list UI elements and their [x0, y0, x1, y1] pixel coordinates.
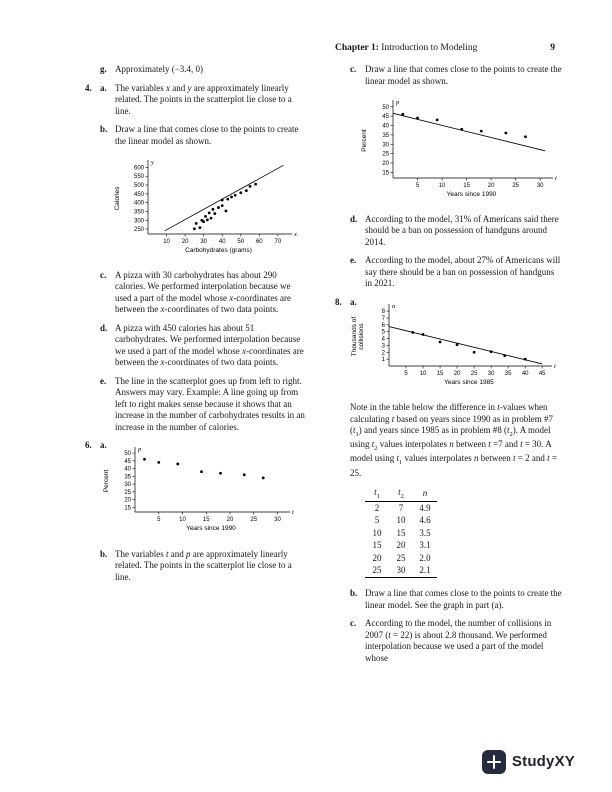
svg-text:7: 7 [381, 315, 385, 322]
svg-text:50: 50 [382, 104, 389, 111]
number-spacer [335, 64, 350, 87]
svg-text:t: t [555, 175, 557, 183]
svg-text:30: 30 [124, 482, 131, 489]
number-spacer [335, 618, 350, 664]
item-8c-label: c. [350, 618, 357, 629]
svg-text:450: 450 [133, 191, 144, 198]
table-cell: 20 [396, 540, 406, 551]
item-8c-text: According to the model, the number of collisions in 2007 (t = 22) is about 2.8 thousand. We performed interpolation because we used a part of the model whose [365, 618, 552, 663]
table-cell: 10 [372, 527, 382, 538]
note-paragraph [335, 402, 563, 479]
calories-scatterplot [112, 154, 305, 262]
svg-text:5: 5 [404, 370, 408, 377]
table-row [365, 565, 437, 578]
item-8b-label: b. [350, 588, 358, 599]
number-spacer [335, 255, 350, 290]
svg-text:30: 30 [274, 517, 281, 524]
svg-text:30: 30 [382, 142, 389, 149]
table-header-cell: n [413, 486, 437, 502]
svg-text:4: 4 [381, 336, 385, 343]
number-spacer [85, 124, 100, 147]
item-4b-text: Draw a line that comes close to the points to create the linear model as shown. [115, 124, 299, 146]
item-6d-text: According to the model, 31% of Americans said there should be a ban on possession of handguns around 2014. [365, 213, 559, 247]
studyxy-logo [482, 750, 575, 774]
svg-text:35: 35 [124, 474, 131, 481]
item-4a-label: a. [100, 82, 107, 93]
problem-8-number: 8. [335, 296, 342, 307]
number-spacer [335, 402, 350, 479]
problem-4a [85, 83, 305, 118]
svg-text:2: 2 [381, 349, 385, 356]
svg-text:Thousands of: Thousands of [351, 316, 358, 356]
svg-text:n: n [392, 302, 396, 310]
svg-text:15: 15 [202, 517, 210, 524]
percent-model-scatterplot [359, 94, 563, 206]
svg-text:10: 10 [179, 517, 186, 524]
table-cell: 10 [396, 515, 406, 526]
svg-text:35: 35 [382, 132, 389, 139]
svg-text:35: 35 [504, 370, 512, 377]
item-8a-body [351, 297, 563, 396]
svg-text:70: 70 [274, 239, 282, 246]
svg-text:500: 500 [133, 183, 144, 190]
svg-text:t: t [292, 509, 294, 517]
table-cell: 2.0 [419, 552, 431, 563]
item-6c-label: c. [350, 64, 357, 74]
problem-6-number: 6. [85, 440, 92, 451]
svg-text:Calories: Calories [114, 186, 121, 211]
svg-text:20: 20 [453, 370, 461, 377]
svg-text:1: 1 [381, 356, 385, 363]
svg-text:10: 10 [419, 370, 427, 377]
svg-text:15: 15 [382, 170, 389, 177]
problem-6e [335, 255, 563, 290]
number-spacer [85, 376, 100, 434]
svg-text:250: 250 [133, 227, 144, 234]
t-values-table [365, 486, 563, 578]
item-4c-text: A pizza with 30 carbohydrates has about 290 calories. We performed interpolation because we used a part of the model whose x-coordinates are between the x-coordinates of two data points. [115, 269, 291, 315]
problem-4b [85, 124, 305, 147]
svg-text:Percent: Percent [103, 470, 110, 493]
svg-text:50: 50 [237, 239, 245, 246]
item-6b-label: b. [100, 548, 108, 559]
svg-text:40: 40 [218, 239, 226, 246]
table-cell: 30 [389, 565, 413, 578]
table-cell: 25 [365, 565, 389, 578]
item-g-text: Approximately (−3.4, 0) [115, 64, 204, 74]
left-column [85, 64, 305, 671]
svg-text:p: p [396, 99, 400, 107]
table-cell: 5 [374, 515, 380, 526]
svg-text:40: 40 [521, 370, 529, 377]
table-cell: 3.1 [419, 540, 431, 551]
item-8a-label: a. [350, 296, 357, 307]
problem-4c [85, 270, 305, 316]
chapter-label: Chapter 1: [335, 43, 379, 53]
svg-text:300: 300 [133, 218, 144, 225]
logo-text: StudyXY [511, 753, 575, 771]
table-cell: 7 [398, 502, 404, 513]
item-6e-label: e. [350, 255, 357, 266]
number-spacer [335, 214, 350, 249]
svg-text:15: 15 [124, 505, 131, 512]
table-cell: 15 [396, 527, 406, 538]
svg-text:3: 3 [381, 343, 385, 350]
svg-text:400: 400 [133, 200, 144, 207]
svg-text:y: y [151, 159, 154, 167]
svg-text:40: 40 [124, 466, 131, 473]
svg-text:30: 30 [536, 183, 544, 190]
svg-text:45: 45 [382, 114, 389, 121]
svg-text:5: 5 [381, 329, 385, 336]
item-6b-text: The variables t and p are approximately linearly related. The points in the scatterplot lie close to a line. [115, 548, 292, 582]
plus-vertical-bar [493, 755, 496, 769]
svg-text:p: p [138, 446, 142, 454]
problem-6a [85, 440, 305, 542]
item-8b-text: Draw a line that comes close to the points to create the linear model. See the graph in part (a). [365, 588, 562, 610]
item-6a-label: a. [100, 440, 107, 451]
item-g [85, 64, 305, 76]
item-4e-label: e. [100, 375, 107, 386]
svg-text:Years since 1990: Years since 1990 [446, 191, 497, 199]
svg-text:5: 5 [157, 517, 161, 524]
svg-text:10: 10 [163, 239, 170, 246]
right-column [335, 64, 563, 671]
table-row [365, 515, 437, 528]
svg-text:25: 25 [512, 183, 519, 190]
table-cell: 2 [374, 502, 380, 513]
item-4d-label: d. [100, 322, 108, 333]
svg-text:20: 20 [226, 517, 234, 524]
svg-text:x: x [294, 231, 297, 239]
collisions-scatterplot [349, 298, 563, 394]
svg-text:5: 5 [415, 183, 420, 190]
svg-text:10: 10 [438, 183, 446, 190]
table-row [365, 540, 437, 553]
svg-text:350: 350 [133, 209, 144, 216]
svg-text:45: 45 [538, 370, 546, 377]
svg-text:t: t [554, 362, 556, 370]
table-row [365, 502, 437, 515]
svg-text:30: 30 [200, 239, 208, 246]
table-cell: 4.6 [419, 515, 431, 526]
svg-text:40: 40 [382, 123, 389, 130]
problem-4e [85, 376, 305, 434]
item-4a-text: The variables x and y are approximately linearly related. The points in the scatterplot lie close to a line. [115, 82, 292, 116]
table-cell: 2.1 [413, 565, 437, 578]
percent-scatterplot [101, 441, 305, 540]
svg-text:15: 15 [463, 183, 470, 190]
svg-text:20: 20 [487, 183, 495, 190]
svg-text:30: 30 [487, 370, 495, 377]
item-6a-body [103, 440, 305, 542]
svg-text:20: 20 [124, 497, 131, 504]
svg-text:50: 50 [124, 451, 131, 458]
page-content [85, 64, 563, 671]
table-cell: 4.9 [419, 502, 431, 513]
table-row [365, 552, 437, 565]
problem-6d [335, 214, 563, 249]
svg-text:Years since 1985: Years since 1985 [444, 378, 494, 386]
item-4c-label: c. [100, 269, 107, 280]
number-spacer [335, 588, 350, 611]
svg-text:Years since 1990: Years since 1990 [186, 525, 236, 533]
svg-text:8: 8 [381, 308, 385, 315]
item-4e-text: The line in the scatterplot goes up from left to right. Answers may vary. Example: A line going up from left to right makes sense because it shows that an increase in the number of carbohydrates results in an increase in the number of calories. [115, 375, 305, 432]
problem-8a [335, 297, 563, 396]
item-g-label: g. [100, 64, 107, 74]
svg-text:25: 25 [250, 517, 258, 524]
table-header-cell: $t_2$ [389, 486, 413, 502]
table-cell: 15 [372, 540, 382, 551]
plus-icon [482, 750, 506, 774]
item-6c-text: Draw a line that comes close to the points to create the linear model as shown. [365, 64, 562, 86]
table-cell: 3.5 [419, 527, 431, 538]
svg-text:25: 25 [382, 151, 389, 158]
running-title [335, 42, 477, 54]
svg-text:15: 15 [436, 370, 444, 377]
number-spacer [85, 549, 100, 584]
svg-text:60: 60 [255, 239, 263, 246]
note-text: Note in the table below the difference in t-values when calculating t based on years since 1990 as in problem #7 $(t_1)$ and years since 1985 as in problem #8 $(t_2)$. A model using $t_2$ values interpolates n between t =7 and t = 30. A model using $t_1$ values interpolates n between t = 2 and t = 25. [350, 402, 557, 478]
number-spacer [85, 270, 100, 316]
problem-6c [335, 64, 563, 87]
chapter-title: Introduction to Modeling [378, 43, 478, 53]
problem-8c [335, 618, 563, 664]
svg-text:Carbohydrates (grams): Carbohydrates (grams) [185, 247, 252, 255]
item-6d-label: d. [350, 213, 358, 224]
item-6e-text: According to the model, about 27% of Americans will say there should be a ban on possession of handguns in 2021. [365, 255, 561, 289]
item-4b-label: b. [100, 124, 108, 135]
table-row [365, 527, 437, 540]
svg-text:25: 25 [124, 490, 131, 497]
table-header-cell: $t_1$ [365, 486, 389, 502]
number-spacer [85, 64, 100, 76]
svg-text:collisions: collisions [358, 322, 365, 350]
svg-text:Percent: Percent [361, 129, 368, 152]
problem-4d [85, 323, 305, 369]
item-4d-text: A pizza with 450 calories has about 51 carbohydrates. We performed interpolation because we used a part of the model whose x-coordinates are between the x-coordinates of two data points. [115, 322, 304, 368]
svg-text:20: 20 [382, 161, 389, 168]
svg-text:6: 6 [381, 322, 385, 329]
svg-text:20: 20 [181, 239, 189, 246]
svg-text:550: 550 [133, 174, 144, 181]
problem-4-number: 4. [85, 82, 92, 93]
problem-8b [335, 588, 563, 611]
table-cell: 20 [372, 552, 382, 563]
svg-text:600: 600 [133, 165, 144, 172]
svg-text:45: 45 [124, 459, 131, 466]
page-number: 9 [550, 43, 555, 53]
problem-6b [85, 549, 305, 584]
page-header [335, 42, 555, 54]
number-spacer [85, 323, 100, 369]
svg-text:25: 25 [470, 370, 478, 377]
table-cell: 25 [396, 552, 406, 563]
